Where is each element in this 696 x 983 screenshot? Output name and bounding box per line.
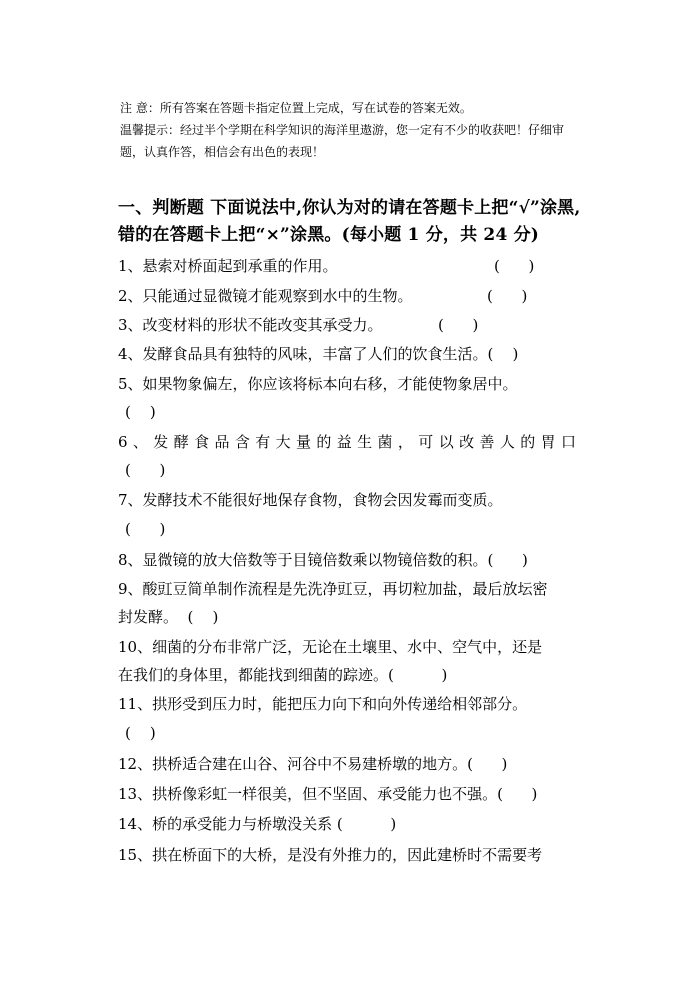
question-3: 3、改变材料的形状不能改变其承受力。 [118, 316, 383, 334]
question-1: 1、悬索对桥面起到承重的作用。 [118, 257, 338, 275]
question-11: 11、拱形受到压力时，能把压力向下和向外传递给相邻部分。 [118, 695, 528, 713]
notice-line: 注 意：所有答案在答题卡指定位置上完成，写在试卷的答案无效。 [120, 101, 472, 115]
question-12: 12、拱桥适合建在山谷、河谷中不易建桥墩的地方。( ) [118, 755, 508, 773]
question-9: 9、酸豇豆简单制作流程是先洗净豇豆，再切粒加盐，最后放坛密 [118, 580, 548, 598]
tip-line: 温馨提示：经过半个学期在科学知识的海洋里遨游，您一定有不少的收获吧！仔细审 [120, 123, 565, 137]
question-4: 4、发酵食品具有独特的风味，丰富了人们的饮食生活。( ) [118, 345, 519, 363]
question-1-answer-blank: ( ) [494, 257, 535, 275]
question-6: 6、发酵食品含有大量的益生菌，可以改善人的胃口 [118, 433, 576, 451]
question-10: 10、细菌的分布非常广泛，无论在土壤里、水中、空气中，还是 [118, 638, 543, 656]
section-title: 一、判断题 下面说法中,你认为对的请在答题卡上把“√”涂黑, [118, 198, 581, 218]
question-8: 8、显微镜的放大倍数等于目镜倍数乘以物镜倍数的积。( ) [118, 551, 528, 569]
question-7-answer-blank: ( ) [125, 520, 166, 538]
question-15: 15、拱在桥面下的大桥，是没有外推力的，因此建桥时不需要考 [118, 846, 543, 864]
question-3-answer-blank: ( ) [438, 316, 479, 334]
question-7: 7、发酵技术不能很好地保存食物，食物会因发霉而变质。 [118, 491, 503, 509]
question-14: 14、桥的承受能力与桥墩没关系 ( ) [118, 815, 397, 833]
question-2: 2、只能通过显微镜才能观察到水中的生物。 [118, 287, 413, 305]
question-5-answer-blank: ( ) [125, 403, 156, 421]
tip-line-continued: 题，认真作答，相信会有出色的表现！ [120, 145, 325, 159]
question-13: 13、拱桥像彩虹一样很美，但不坚固、承受能力也不强。( ) [118, 785, 538, 803]
question-10-continued: 在我们的身体里，都能找到细菌的踪迹。( ) [118, 666, 448, 684]
question-5: 5、如果物象偏左，你应该将标本向右移，才能使物象居中。 [118, 375, 518, 393]
question-9-continued: 封发酵。 ( ) [118, 608, 219, 626]
question-2-answer-blank: ( ) [487, 287, 528, 305]
question-6-answer-blank: ( ) [125, 461, 166, 479]
section-title-continued: 错的在答题卡上把“×”涂黑。(每小题 1 分，共 24 分) [118, 225, 540, 245]
question-11-answer-blank: ( ) [125, 724, 156, 742]
